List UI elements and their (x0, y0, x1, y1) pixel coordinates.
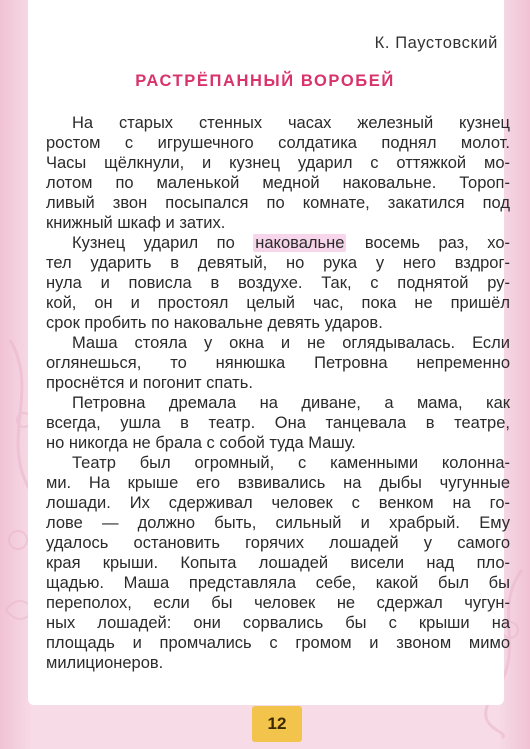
author-name: К. Паустовский (374, 34, 498, 52)
text-line: оглянешься, то нянюшка Петровна непременно (46, 354, 510, 372)
paragraph (46, 113, 510, 233)
text-line: всегда, ушла в театр. Она танцевала в театре, (46, 414, 510, 432)
text-line: нула и повисла в воздухе. Так, с поднятой ру- (46, 274, 510, 292)
text-line: срок пробить по наковальне девять ударов. (46, 314, 383, 332)
text-line: проснётся и погонит спать. (46, 374, 253, 392)
text-line: площадь и промчались с громом и звоном мимо (46, 634, 510, 652)
text-line: лотом по маленькой медной наковальне. Тороп- (46, 174, 510, 192)
text-line: переполох, если бы человек не сдержал чугун- (46, 594, 510, 612)
page-number: 12 (252, 706, 302, 742)
text-line: милиционеров. (46, 654, 164, 672)
text-line: Петровна дремала на диване, а мама, как (72, 394, 510, 412)
text-line: Часы щёлкнули, и кузнец ударил с оттяжкой мо- (46, 154, 510, 172)
text-line: ростом с игрушечного солдатика поднял молот. (46, 134, 510, 152)
text-line: кой, он и простоял целый час, пока не пришёл (46, 294, 510, 312)
text-line: но никогда не брала с собой туда Машу. (46, 434, 356, 452)
paragraph (46, 453, 510, 673)
text-segment: восемь раз, хо- (346, 234, 510, 252)
highlighted-word: наковальне (255, 234, 345, 252)
text-line: Театр был огромный, с каменными колонна- (72, 454, 510, 472)
text-line: Маша стояла у окна и не оглядывалась. Если (72, 334, 510, 352)
paragraph (46, 233, 510, 333)
text-line: лове — должно быть, сильный и храбрый. Ему (46, 514, 510, 532)
paragraph (46, 333, 510, 393)
text-line: края крыши. Копыта лошадей висели над пло- (46, 554, 510, 572)
text-line: ных лошадей: они сорвались бы с крыши на (46, 614, 510, 632)
story-text (46, 113, 510, 673)
text-line: книжный шкаф и затих. (46, 214, 226, 232)
paragraph (46, 393, 510, 453)
text-line: тел ударить в девятый, но рука у него вздрог- (46, 254, 510, 272)
text-line: щадью. Маша представляла себе, какой был бы (46, 574, 510, 592)
text-line: ливый звон посыпался по комнате, закатился под (46, 194, 510, 212)
story-title: РАСТРЁПАННЫЙ ВОРОБЕЙ (135, 72, 395, 90)
text-line: На старых стенных часах железный кузнец (72, 114, 510, 132)
text-segment: Кузнец ударил по (72, 234, 254, 252)
text-line: лошади. Их сдерживал человек с венком на го- (46, 494, 510, 512)
text-line: удалось остановить горячих лошадей у самого (46, 534, 510, 552)
text-line: ми. На крыше его взвивались на дыбы чугунные (46, 474, 510, 492)
text-line (46, 233, 510, 253)
